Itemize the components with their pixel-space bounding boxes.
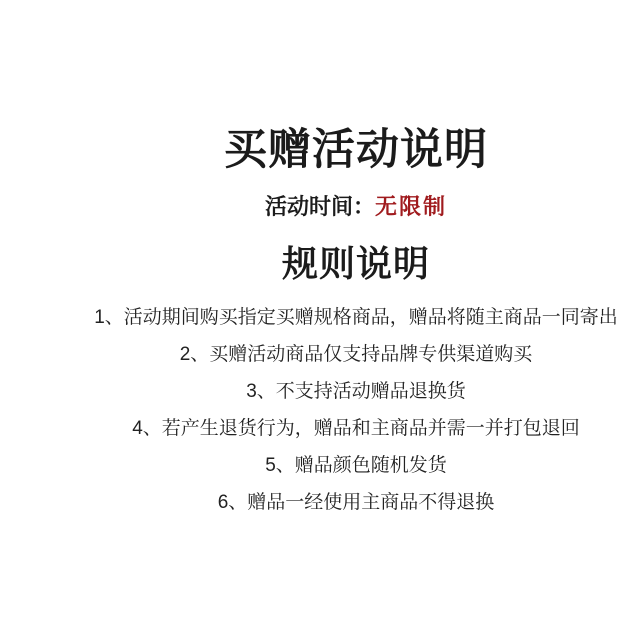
rule-item-4: 4、若产生退货行为，赠品和主商品并需一并打包退回 — [132, 418, 580, 439]
rule-item-6: 6、赠品一经使用主商品不得退换 — [217, 492, 495, 513]
rule-item-2: 2、买赠活动商品仅支持品牌专供渠道购买 — [179, 344, 533, 365]
activity-time-value: 无限制 — [375, 194, 448, 219]
rules-heading: 规则说明 — [281, 243, 430, 284]
rule-item-1: 1、活动期间购买指定买赠规格商品，赠品将随主商品一同寄出 — [94, 307, 618, 328]
activity-time — [36, 194, 640, 219]
rule-item-3: 3、不支持活动赠品退换货 — [246, 381, 466, 402]
activity-time-label: 活动时间： — [264, 194, 375, 219]
notice-content — [36, 0, 640, 530]
rules-list — [36, 308, 640, 512]
page-title: 买赠活动说明 — [224, 126, 488, 174]
rule-item-5: 5、赠品颜色随机发货 — [265, 455, 447, 476]
